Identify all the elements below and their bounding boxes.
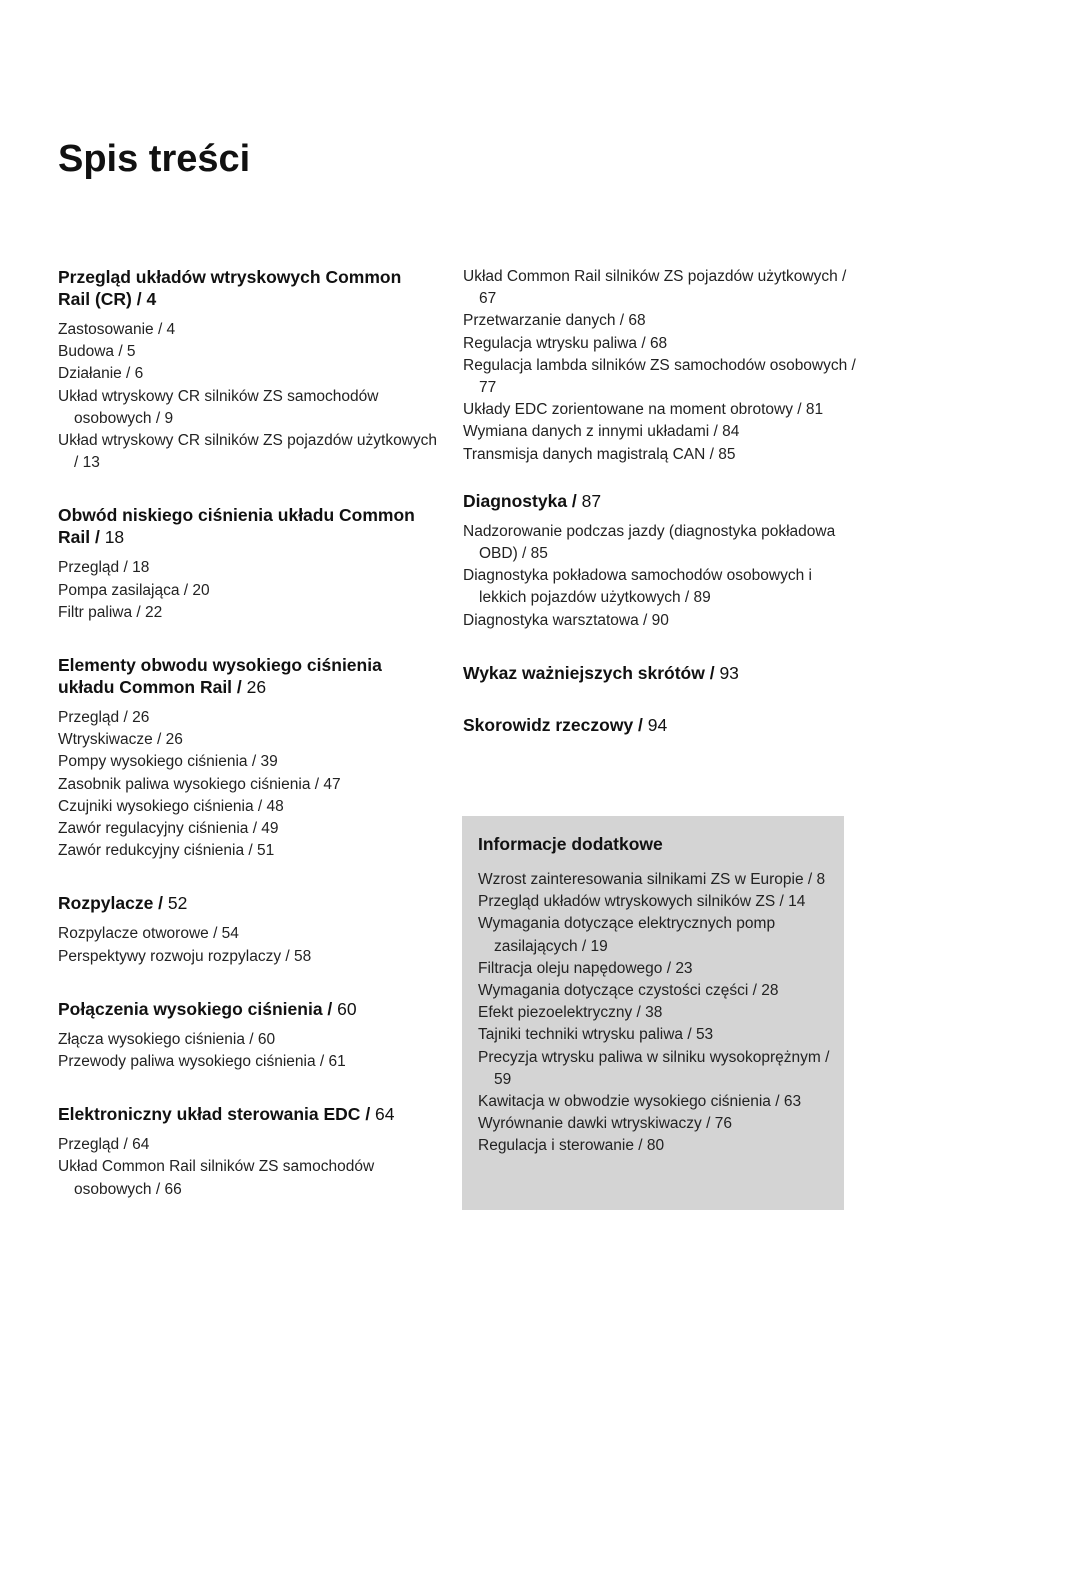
info-box-entry[interactable]: Wymagania dotyczące elektrycznych pomp zasilających / 19 (478, 915, 776, 955)
toc-entry[interactable]: Regulacja wtrysku paliwa / 68 (463, 334, 668, 352)
toc-entry[interactable]: Zasobnik paliwa wysokiego ciśnienia / 47 (58, 775, 341, 793)
toc-entry-list (58, 923, 438, 967)
info-box-entry[interactable]: Wzrost zainteresowania silnikami ZS w Europie / 8 (478, 871, 826, 888)
toc-entry[interactable]: Pompy wysokiego ciśnienia / 39 (58, 753, 278, 771)
toc-entry[interactable]: Działanie / 6 (58, 365, 144, 383)
toc-entry[interactable]: Przegląd / 64 (58, 1136, 150, 1154)
toc-entry-list (58, 557, 438, 624)
info-box-entry[interactable]: Regulacja i sterowanie / 80 (478, 1137, 665, 1155)
toc-section (58, 1103, 438, 1201)
toc-entry[interactable]: Pompa zasilająca / 20 (58, 581, 210, 599)
toc-entry[interactable]: Zastosowanie / 4 (58, 321, 176, 338)
info-box (462, 816, 844, 1210)
toc-entry[interactable]: Przegląd / 18 (58, 559, 150, 577)
toc-entry[interactable]: Nadzorowanie podczas jazdy (diagnostyka pokładowa OBD) / 85 (463, 522, 836, 563)
toc-section (58, 266, 438, 474)
toc-entry[interactable]: Czujniki wysokiego ciśnienia / 48 (58, 797, 284, 815)
info-box-entry[interactable]: Efekt piezoelektryczny / 38 (478, 1004, 663, 1022)
toc-section-heading[interactable]: Elementy obwodu wysokiego ciśnienia układu Common Rail / 26 (58, 655, 382, 698)
toc-entry-list (463, 266, 863, 466)
toc-entry-list (58, 1134, 438, 1201)
toc-entry[interactable]: Układ wtryskowy CR silników ZS samochodów osobowych / 9 (58, 387, 379, 427)
toc-section (463, 490, 863, 632)
info-box-entry[interactable]: Wymagania dotyczące czystości części / 28 (478, 982, 779, 1000)
toc-section-heading[interactable]: Elektroniczny układ sterowania EDC / 64 (58, 1104, 395, 1125)
toc-section-heading[interactable]: Diagnostyka / 87 (463, 490, 602, 511)
toc-entry[interactable]: Przewody paliwa wysokiego ciśnienia / 61 (58, 1053, 346, 1071)
toc-section-heading[interactable]: Wykaz ważniejszych skrótów / 93 (463, 662, 739, 683)
toc-right-column (463, 266, 863, 766)
toc-entry[interactable]: Przetwarzanie danych / 68 (463, 312, 646, 330)
toc-entry[interactable]: Perspektywy rozwoju rozpylaczy / 58 (58, 947, 312, 965)
toc-continued-section (463, 266, 863, 466)
toc-section-heading[interactable]: Skorowidz rzeczowy / 94 (463, 714, 668, 735)
toc-section-heading[interactable]: Połączenia wysokiego ciśnienia / 60 (58, 998, 357, 1019)
toc-entry[interactable]: Przegląd / 26 (58, 709, 150, 727)
toc-entry[interactable]: Transmisja danych magistralą CAN / 85 (463, 445, 736, 463)
toc-entry[interactable]: Filtr paliwa / 22 (58, 603, 163, 621)
toc-section (58, 892, 438, 967)
toc-section (463, 714, 863, 736)
toc-entry[interactable]: Złącza wysokiego ciśnienia / 60 (58, 1030, 276, 1048)
page-title: Spis treści (58, 138, 251, 180)
toc-left-column (58, 266, 438, 1231)
toc-entry-list (58, 707, 438, 862)
toc-section-heading[interactable]: Przegląd układów wtryskowych Common Rail (CR) / 4 (58, 267, 402, 309)
toc-entry[interactable]: Budowa / 5 (58, 343, 136, 361)
toc-entry[interactable]: Układy EDC zorientowane na moment obrotowy / 81 (463, 401, 824, 419)
toc-entry-list (463, 521, 863, 632)
toc-entry[interactable]: Wymiana danych z innymi układami / 84 (463, 423, 740, 441)
toc-entry[interactable]: Układ Common Rail silników ZS samochodów osobowych / 66 (58, 1158, 375, 1198)
toc-entry-list (58, 1029, 438, 1073)
toc-entry[interactable]: Wtryskiwacze / 26 (58, 731, 183, 749)
toc-section (463, 662, 863, 684)
info-box-entry[interactable]: Przegląd układów wtryskowych silników ZS / 14 (478, 893, 806, 911)
toc-entry[interactable]: Diagnostyka pokładowa samochodów osobowych i lekkich pojazdów użytkowych / 89 (463, 567, 812, 607)
toc-section (58, 998, 438, 1073)
toc-section (58, 654, 438, 862)
toc-entry[interactable]: Rozpylacze otworowe / 54 (58, 925, 239, 943)
toc-entry[interactable]: Układ wtryskowy CR silników ZS pojazdów użytkowych / 13 (58, 432, 438, 472)
toc-section-heading[interactable]: Obwód niskiego ciśnienia układu Common Rail / 18 (58, 505, 415, 548)
info-box-entry[interactable]: Tajniki techniki wtrysku paliwa / 53 (478, 1026, 714, 1044)
toc-entry[interactable]: Zawór redukcyjny ciśnienia / 51 (58, 842, 275, 860)
toc-section (58, 504, 438, 624)
toc-entry[interactable]: Układ Common Rail silników ZS pojazdów użytkowych / 67 (463, 268, 847, 308)
toc-entry-list (58, 319, 438, 474)
toc-section-heading[interactable]: Rozpylacze / 52 (58, 893, 188, 914)
info-box-entry[interactable]: Wyrównanie dawki wtryskiwaczy / 76 (478, 1115, 732, 1133)
info-box-entry[interactable]: Kawitacja w obwodzie wysokiego ciśnienia / 63 (478, 1093, 802, 1111)
toc-entry[interactable]: Zawór regulacyjny ciśnienia / 49 (58, 820, 279, 838)
toc-entry[interactable]: Diagnostyka warsztatowa / 90 (463, 611, 669, 629)
info-box-heading: Informacje dodatkowe (478, 834, 663, 854)
info-box-entry[interactable]: Filtracja oleju napędowego / 23 (478, 959, 693, 977)
info-box-entry[interactable]: Precyzja wtrysku paliwa w silniku wysokoprężnym / 59 (478, 1048, 830, 1088)
info-box-entry-list (478, 869, 833, 1158)
toc-entry[interactable]: Regulacja lambda silników ZS samochodów osobowych / 77 (463, 356, 856, 397)
